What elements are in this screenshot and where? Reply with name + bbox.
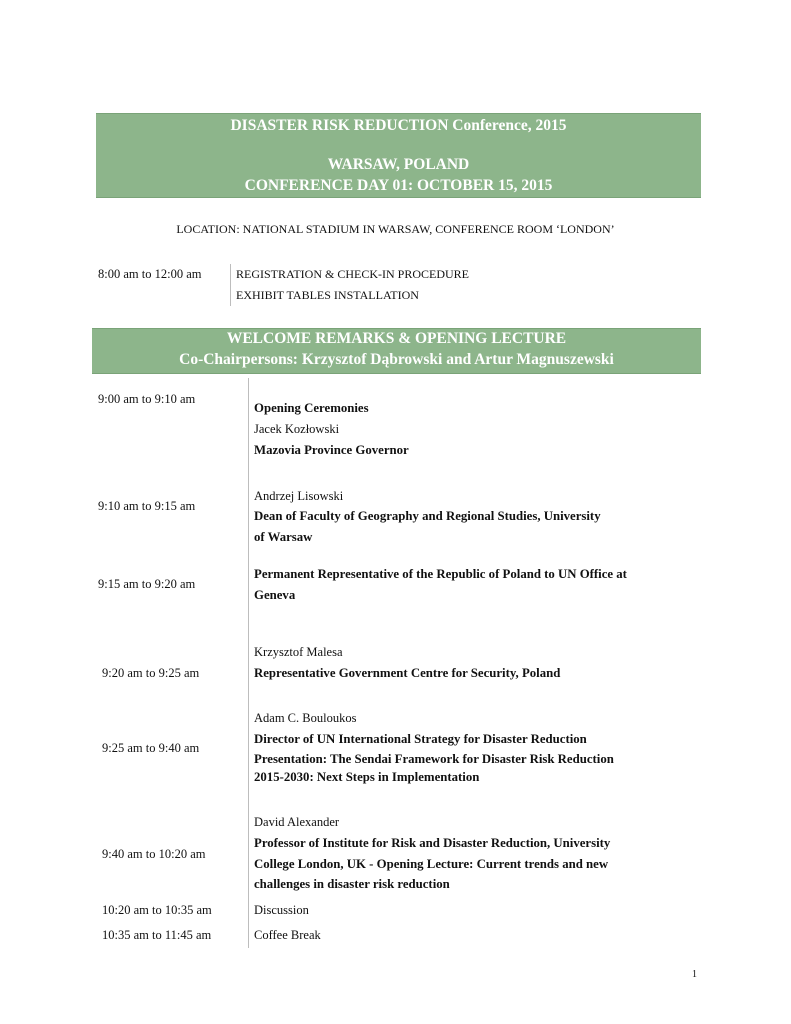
registration-time: 8:00 am to 12:00 am [98,267,202,281]
section-chairs: Co-Chairpersons: Krzysztof Dąbrowski and Artur Magnuszewski [179,351,614,368]
slot-time: 9:40 am to 10:20 am [102,847,206,861]
slot-presentation: Presentation: The Sendai Framework for Disaster Risk Reduction [254,752,614,766]
slot-time: 9:15 am to 9:20 am [98,577,196,591]
slot-time: 10:20 am to 10:35 am [102,903,212,917]
slot-time: 9:10 am to 9:15 am [98,499,196,513]
slot-presentation: 2015-2030: Next Steps in Implementation [254,770,480,784]
slot-speaker: Adam C. Bouloukos [254,711,357,725]
section-header [92,328,701,374]
slot-role: Dean of Faculty of Geography and Regional Studies, University [254,509,601,523]
slot-item: Coffee Break [254,928,321,942]
schedule-divider [248,378,249,948]
slot-role: Mazovia Province Governor [254,443,409,457]
section-title: WELCOME REMARKS & OPENING LECTURE [226,330,567,347]
slot-time: 10:35 am to 11:45 am [102,928,212,942]
slot-speaker: Andrzej Lisowski [254,489,344,503]
slot-role: Representative Government Centre for Security, Poland [254,666,561,680]
page-number: 1 [692,969,697,980]
conference-header [96,113,701,198]
slot-role: of Warsaw [254,530,313,544]
slot-speaker: David Alexander [254,815,340,829]
registration-divider [230,264,231,306]
slot-role: College London, UK - Opening Lecture: Current trends and new [254,857,609,871]
exhibit-item: EXHIBIT TABLES INSTALLATION [236,288,419,302]
conference-title: DISASTER RISK REDUCTION Conference, 2015 [230,117,567,134]
slot-role: Permanent Representative of the Republic of Poland to UN Office at [254,567,627,581]
slot-role: Director of UN International Strategy for Disaster Reduction [254,732,587,746]
registration-item: REGISTRATION & CHECK-IN PROCEDURE [236,267,470,281]
slot-role: Geneva [254,588,296,602]
slot-speaker: Jacek Kozłowski [254,422,340,436]
slot-role: challenges in disaster risk reduction [254,877,450,891]
location-line: LOCATION: NATIONAL STADIUM IN WARSAW, CONFERENCE ROOM ‘LONDON’ [176,222,615,236]
slot-title: Opening Ceremonies [254,401,369,415]
slot-speaker: Krzysztof Malesa [254,645,343,659]
conference-day: CONFERENCE DAY 01: OCTOBER 15, 2015 [244,177,553,194]
slot-item: Discussion [254,903,309,917]
slot-time: 9:20 am to 9:25 am [102,666,200,680]
slot-time: 9:00 am to 9:10 am [98,392,196,406]
conference-city: WARSAW, POLAND [327,156,470,173]
slot-time: 9:25 am to 9:40 am [102,741,200,755]
slot-role: Professor of Institute for Risk and Disaster Reduction, University [254,836,611,850]
